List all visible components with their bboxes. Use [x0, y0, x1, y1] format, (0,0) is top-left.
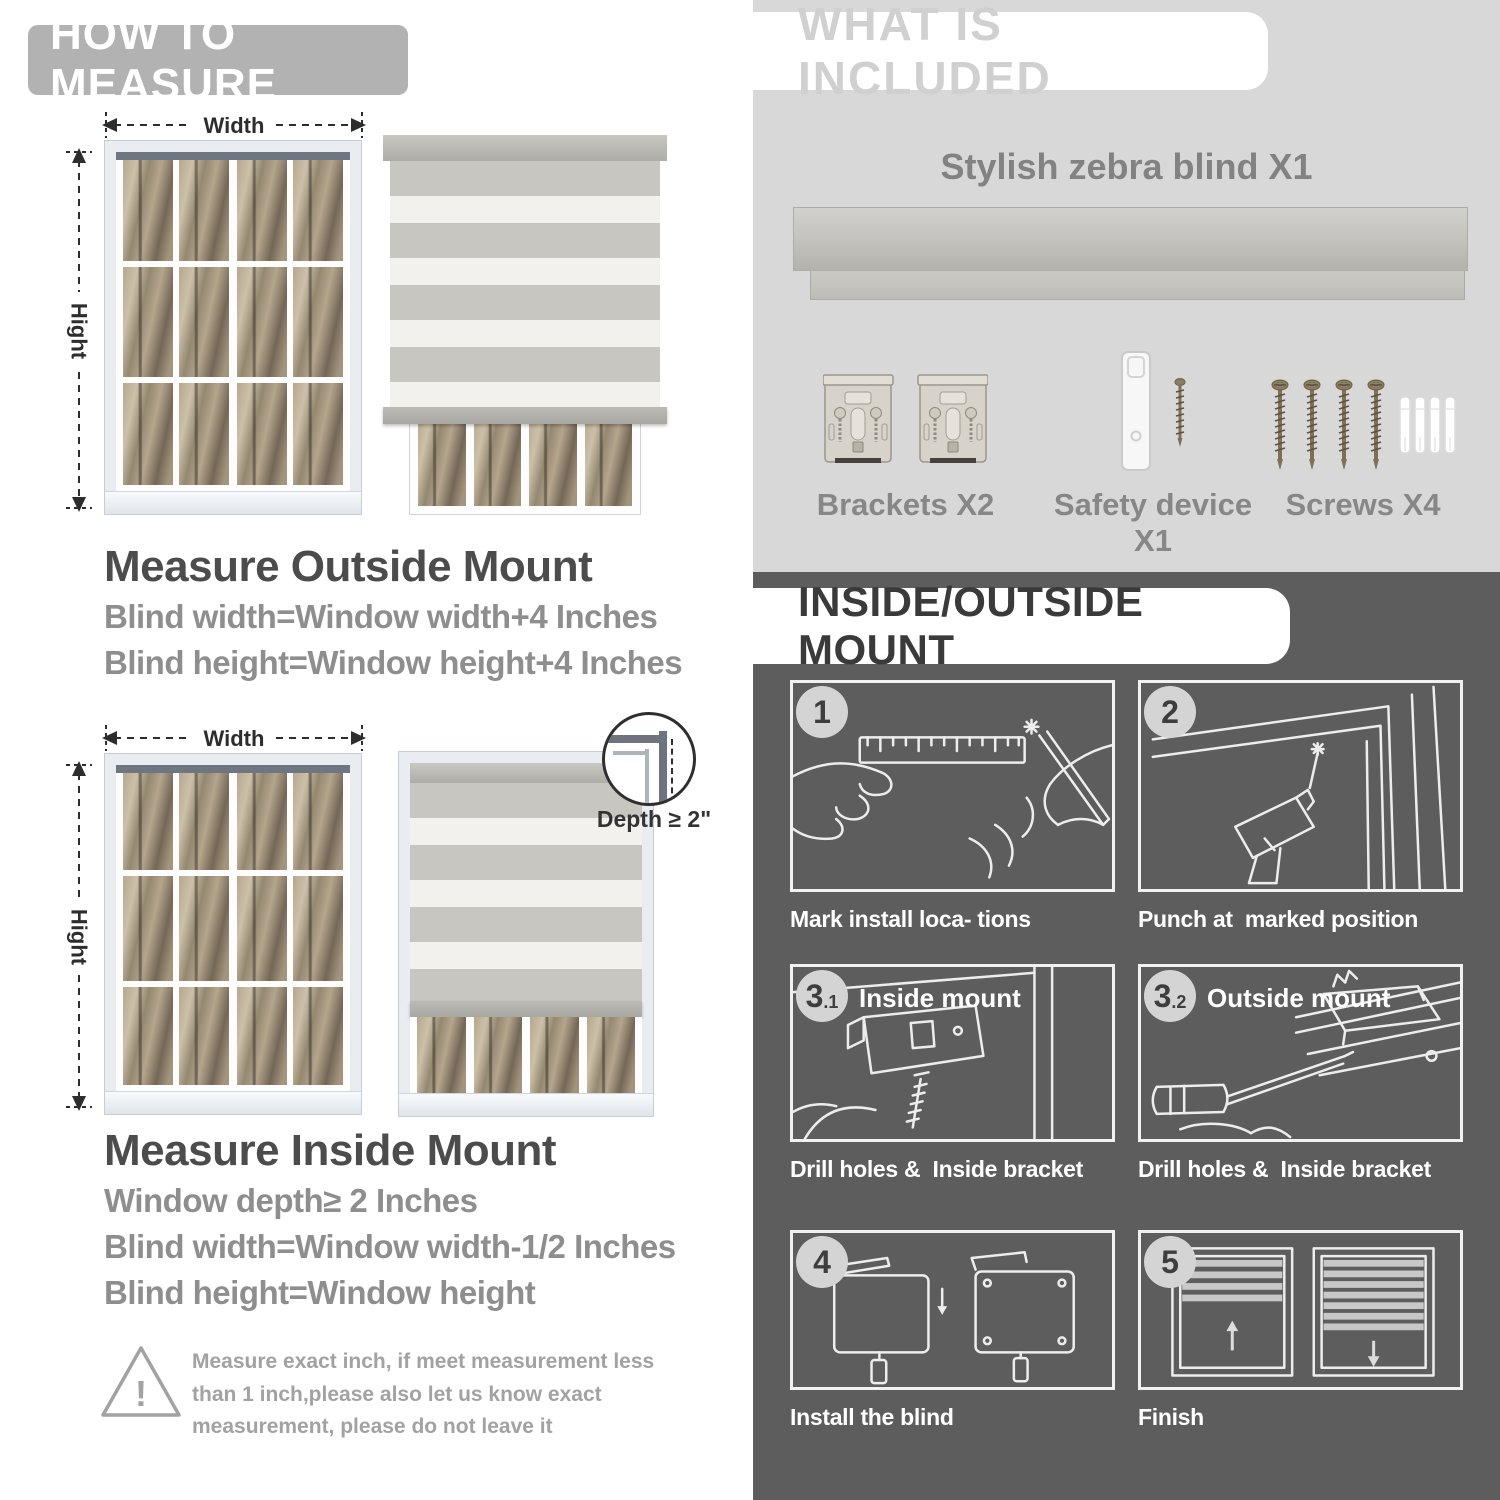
mount-section-title: INSIDE/OUTSIDE MOUNT — [798, 578, 1144, 673]
window-sill — [105, 1091, 361, 1114]
window-photo-inside — [104, 753, 362, 1115]
inside-spec-height: Blind height=Window height — [104, 1274, 536, 1311]
outside-mount-label: Outside mount — [1207, 983, 1391, 1013]
headrail-image — [793, 207, 1468, 271]
measurement-note: Measure exact inch, if meet measurement less than 1 inch,please also let us know exact measurement, please do not leave it — [192, 1350, 655, 1439]
width-arrow-icon — [96, 723, 372, 753]
depth-magnifier-icon — [602, 712, 696, 806]
window-sill — [105, 491, 361, 514]
safety-device-label: Safety device X1 — [1053, 487, 1253, 558]
zebra-blind-outside-mount — [383, 135, 667, 515]
step-number-badge: 5 — [1144, 1236, 1196, 1288]
zebra-fabric — [390, 161, 660, 407]
what-is-included-panel — [753, 0, 1500, 572]
inside-mount-label: Inside mount — [859, 983, 1021, 1013]
inside-spec-depth: Window depth≥ 2 Inches — [104, 1182, 478, 1219]
blind-bottom-rail — [383, 407, 667, 424]
what-is-included-header — [753, 0, 1268, 104]
how-to-measure-title: HOW TO MEASURE — [50, 10, 278, 109]
window-photo-outside — [104, 140, 362, 515]
width-label: Width — [203, 113, 265, 138]
step-2-caption: Punch at marked position — [1138, 906, 1419, 932]
step-2-box — [1138, 680, 1463, 892]
window-sill — [399, 1093, 653, 1116]
step-3-1-box — [790, 964, 1115, 1142]
step-number-badge: 4 — [796, 1236, 848, 1288]
blind-item-label: Stylish zebra blind X1 — [940, 146, 1313, 187]
depth-label: Depth ≥ 2" — [596, 806, 712, 832]
step-1-caption: Mark install loca- tions — [790, 906, 1031, 932]
bracket-icon — [823, 370, 988, 475]
mount-section-header — [753, 578, 1290, 673]
width-label: Width — [203, 726, 265, 751]
step-number-badge: 3 .1 — [796, 970, 848, 1022]
step-3-2-box — [1138, 964, 1463, 1142]
height-arrow-icon — [64, 757, 94, 1115]
headrail-valance — [810, 271, 1465, 300]
how-to-measure-header — [28, 10, 408, 109]
window-below-blind — [410, 1017, 642, 1094]
outside-spec-width: Blind width=Window width+4 Inches — [104, 598, 658, 635]
screws-label: Screws X4 — [1285, 487, 1441, 522]
blind-cassette — [383, 135, 667, 161]
brackets-label: Brackets X2 — [816, 487, 995, 522]
outside-mount-title: Measure Outside Mount — [104, 542, 593, 591]
inside-spec-width: Blind width=Window width-1/2 Inches — [104, 1228, 676, 1265]
width-arrow-icon — [96, 110, 372, 140]
step-3-2-caption: Drill holes & Inside bracket — [1138, 1156, 1431, 1182]
step-number-badge: 3 .2 — [1144, 970, 1196, 1022]
inside-mount-title: Measure Inside Mount — [104, 1126, 557, 1175]
warning-mark: ! — [135, 1373, 147, 1414]
height-label: Hight — [66, 908, 92, 966]
blind-bottom-rail — [410, 1001, 642, 1017]
step-5-box — [1138, 1230, 1463, 1390]
step-3-1-caption: Drill holes & Inside bracket — [790, 1156, 1083, 1182]
inside-outside-mount-panel — [753, 572, 1500, 1500]
step-4-box — [790, 1230, 1115, 1390]
step-1-box — [790, 680, 1115, 892]
screws-and-anchors-icon — [1266, 375, 1461, 475]
height-arrow-icon — [64, 144, 94, 516]
safety-device-icon — [1098, 350, 1208, 475]
warning-triangle-icon — [98, 1342, 184, 1422]
outside-spec-height: Blind height=Window height+4 Inches — [104, 644, 683, 681]
step-5-caption: Finish — [1138, 1404, 1204, 1430]
what-is-included-title: WHAT IS INCLUDED — [798, 0, 1052, 104]
window-track — [116, 765, 350, 773]
window-track — [116, 152, 350, 160]
step-4-caption: Install the blind — [790, 1404, 954, 1430]
step-number-badge: 1 — [796, 686, 848, 738]
step-number-badge: 2 — [1144, 686, 1196, 738]
height-label: Hight — [66, 302, 92, 360]
